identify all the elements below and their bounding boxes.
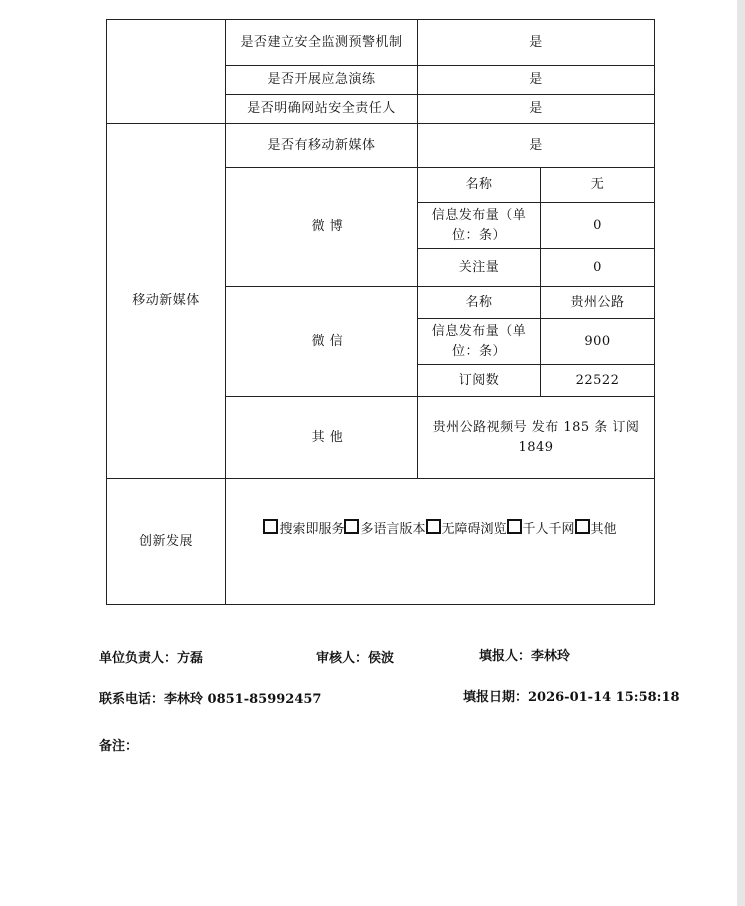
wechat-name-label: 名称 xyxy=(418,287,541,319)
innovation-options xyxy=(226,479,655,605)
search-service-label: 搜索即服务 xyxy=(279,522,345,537)
wechat-posts-value: 900 xyxy=(541,319,655,365)
other-media-label: 其 他 xyxy=(226,397,418,479)
reviewer: 审核人：侯波 xyxy=(316,651,395,666)
other-media-value: 贵州公路视频号 发布 185 条 订阅 1849 xyxy=(418,397,655,479)
weibo-name-label: 名称 xyxy=(418,168,541,203)
contact-phone: 联系电话：李林玲 0851-85992457 xyxy=(99,692,322,707)
monitor-value: 是 xyxy=(418,20,655,66)
accessibility-label: 无障碍浏览 xyxy=(441,522,507,537)
has-media-label: 是否有移动新媒体 xyxy=(226,124,418,168)
monitor-label: 是否建立安全监测预警机制 xyxy=(226,20,418,66)
drill-value: 是 xyxy=(418,66,655,95)
weibo-posts-value: 0 xyxy=(541,203,655,249)
owner-value: 是 xyxy=(418,95,655,124)
wechat-label: 微 信 xyxy=(226,287,418,397)
multilingual-checkbox[interactable] xyxy=(344,519,359,534)
security-section-cell xyxy=(107,20,226,124)
wechat-subs-value: 22522 xyxy=(541,365,655,397)
filler: 填报人：李林玲 xyxy=(479,649,571,664)
multilingual-label: 多语言版本 xyxy=(360,522,426,537)
personalized-web-label: 千人千网 xyxy=(522,522,575,537)
wechat-subs-label: 订阅数 xyxy=(418,365,541,397)
report-table xyxy=(106,19,655,605)
unit-leader: 单位负责人：方磊 xyxy=(99,651,204,666)
mobile-media-section-label: 移动新媒体 xyxy=(107,124,226,479)
other-checkbox[interactable] xyxy=(575,519,590,534)
has-media-value: 是 xyxy=(418,124,655,168)
weibo-follow-value: 0 xyxy=(541,249,655,287)
wechat-posts-label: 信息发布量（单位：条） xyxy=(418,319,541,365)
remarks: 备注： xyxy=(99,739,139,754)
search-service-checkbox[interactable] xyxy=(263,519,278,534)
weibo-follow-label: 关注量 xyxy=(418,249,541,287)
page-scroll-edge xyxy=(737,0,745,906)
personalized-web-checkbox[interactable] xyxy=(507,519,522,534)
weibo-posts-label: 信息发布量（单位：条） xyxy=(418,203,541,249)
accessibility-checkbox[interactable] xyxy=(426,519,441,534)
owner-label: 是否明确网站安全责任人 xyxy=(226,95,418,124)
weibo-name-value: 无 xyxy=(541,168,655,203)
drill-label: 是否开展应急演练 xyxy=(226,66,418,95)
innovation-label: 创新发展 xyxy=(107,479,226,605)
other-option-label: 其他 xyxy=(590,522,617,537)
fill-date: 填报日期：2026-01-14 15:58:18 xyxy=(463,690,680,705)
weibo-label: 微 博 xyxy=(226,168,418,287)
wechat-name-value: 贵州公路 xyxy=(541,287,655,319)
